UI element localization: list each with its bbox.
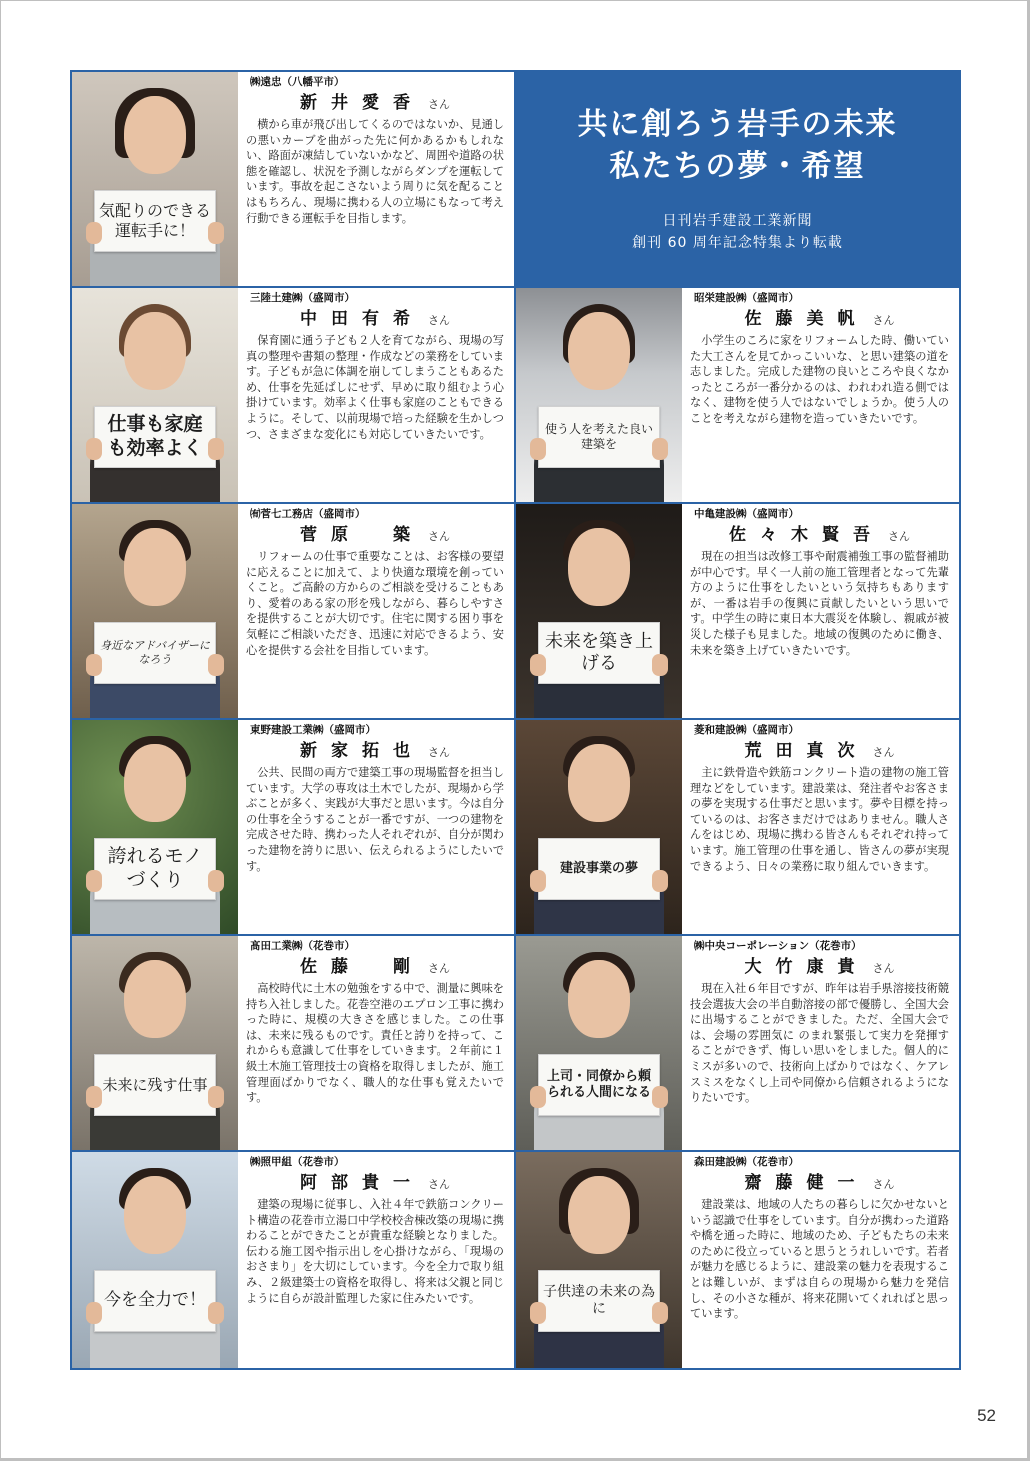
company-name: 東野建設工業㈱（盛岡市） — [250, 724, 376, 736]
profile-photo — [516, 936, 682, 1150]
profile-sign: 今を全力で！ — [94, 1270, 216, 1332]
person-name: 佐々木賢吾 — [729, 525, 884, 545]
profile-text: 建築の現場に従事し、入社４年で鉄筋コンクリート構造の花巻市立湯口中学校校舎棟改築の現場に携わることができたことが貴重な経験となりました。伝わる施工図や指示出しを心掛けながら、「現場のおさまり」を大切にしています。今を全力で取り組み、２級建築士の資格を取得し、将来は父親と同じように自らが設計監理した家に住みたいです。 — [246, 1198, 504, 1305]
company-name: 昭栄建設㈱（盛岡市） — [694, 292, 799, 304]
profile-photo — [72, 72, 238, 286]
banner-subtitle-line2: 創刊 60 周年記念特集より転載 — [632, 235, 843, 251]
profile-text: 現在入社６年目ですが、昨年は岩手県溶接技術競技会選抜大会の半自動溶接の部で優勝し、全国大会に出場することができました。ただ、全国大会では、会場の雰囲気に のまれ緊張して実力を発揮することができず、悔しい思いをしました。個人的にミスが多いので、技術向上ばかりではなく、ケアレスミスをなくし上司や同僚から信頼されるようになりたいです。 — [690, 982, 949, 1105]
person-name: 齋藤健一 — [744, 1173, 869, 1193]
person-name: 阿部貴一 — [300, 1173, 424, 1193]
honorific: さん — [872, 1178, 895, 1191]
profile-photo — [72, 504, 238, 718]
company-name: 髙田工業㈱（花巻市） — [250, 940, 355, 952]
person-name: 菅原 築 — [300, 525, 424, 545]
honorific: さん — [872, 746, 895, 759]
profile-photo — [516, 504, 682, 718]
honorific: さん — [872, 962, 895, 975]
profile-text: 横から車が飛び出してくるのではないか、見通しの悪いカーブを曲がった先に何かあるかもしれない、路面が凍結していないかなど、周囲や道路の状態を確認し、状況を予測しながらダンプを運転しています。事故を起こさないよう周りに気を配ることはもちろん、現場に携わる人の立場にもなって考え行動できる運転手を目指します。 — [246, 118, 504, 225]
person-name: 中田有希 — [300, 309, 424, 329]
profile-card — [516, 720, 959, 936]
profile-card — [72, 504, 516, 720]
profile-text: 現在の担当は改修工事や耐震補強工事の監督補助が中心です。早く一人前の施工管理者となって先輩方のように仕事をしたいという気持ちもありますが、一番は岩手の復興に貢献したいという思いです。中学生の時に東日本大震災を体験し、親戚が被災した様子も見ました。地域の復興のために働き、未来を築き上げていきたいです。 — [690, 550, 949, 657]
profile-text: 主に鉄骨造や鉄筋コンクリート造の建物の施工管理などをしています。建設業は、発注者やお客さまの夢を実現する仕事だと思います。夢や目標を持っているのは、お客さまだけではありません。職人さんをはじめ、現場に携わる皆さんもそれぞれ持っています。施工管理の仕事を通し、皆さんの夢が実現できるよう、日々の業務に取り組んでいきます。 — [690, 766, 949, 873]
profile-sign: 上司・同僚から頼られる人間になる — [538, 1054, 660, 1116]
profile-text: 高校時代に土木の勉強をする中で、測量に興味を持ち入社しました。花巻空港のエプロン工事に携わった時に、規模の大きさを感じました。この仕事は、未来に残るものです。責任と誇りを持って、これからも意識して仕事をしていきます。２年前に１級土木施工管理技士の資格を取得しましたが、施工管理面ばかりでなく、職人的な仕事も覚えたいです。 — [246, 982, 504, 1105]
company-name: 森田建設㈱（花巻市） — [694, 1156, 799, 1168]
profile-photo — [72, 936, 238, 1150]
profile-sign: 建設事業の夢 — [538, 838, 660, 900]
profile-photo — [72, 1152, 238, 1368]
profile-text: 保育園に通う子ども２人を育てながら、現場の写真の整理や書類の整理・作成などの業務をしています。子どもが急に体調を崩してしまうこともあるため、仕事を先延ばしにせず、早めに取り組むよう心掛けています。効率よく仕事も家庭のこともできるように。そして、以前現場で培った経験を生かしつつ、さまざまな変化にも対応していきたいです。 — [246, 334, 504, 441]
honorific: さん — [428, 98, 450, 111]
profile-grid — [70, 70, 961, 1370]
profile-card — [72, 72, 516, 288]
profile-sign: 身近なアドバイザーになろう — [94, 622, 216, 684]
profile-text: 建設業は、地域の人たちの暮らしに欠かせないという認識で仕事をしています。自分が携わった道路や橋を通った時に、地域のため、子どもたちの未来のために役立っていると思うとうれしいです。若者が魅力を感じるように、建設業の魅力を表現することは難しいが、まずは自らの現場から魅力を発信し、その小さな種が、将来花開いてくれればと思っています。 — [690, 1198, 949, 1321]
company-name: 三陸土建㈱（盛岡市） — [250, 292, 355, 304]
profile-card — [516, 504, 959, 720]
honorific: さん — [888, 530, 910, 543]
profile-text: 小学生のころに家をリフォームした時、働いていた大工さんを見てかっこいいな、と思い建築の道を志しました。完成した建物の良いところや良くなかったところが一番分かるのは、われわれ造る側ではなく、建物を使う人ではないでしょうか。使う人のことを考えながら建物を造っていきたいです。 — [690, 334, 949, 425]
banner-subtitle-line1: 日刊岩手建設工業新聞 — [662, 213, 813, 229]
title-banner — [516, 72, 959, 288]
company-name: ㈱遠忠（八幡平市） — [250, 76, 345, 88]
profile-photo — [516, 720, 682, 934]
profile-card — [516, 1152, 959, 1368]
company-name: ㈱中央コーポレーション（花巻市） — [694, 940, 862, 952]
honorific: さん — [428, 530, 450, 543]
profile-text: 公共、民間の両方で建築工事の現場監督を担当しています。大学の専攻は土木でしたが、現場から学ぶことが多く、実践が大事だと思います。今は自分の仕事を全うすることが一番ですが、一つの建物を完成させた時、携わった人それぞれが、自分が関わった建物を誇りに思い、伝えられるようにしたいです。 — [246, 766, 504, 873]
profile-sign: 子供達の未来の為に — [538, 1270, 660, 1332]
company-name: ㈱照甲組（花巻市） — [250, 1156, 345, 1168]
person-name: 荒田真次 — [744, 741, 869, 761]
profile-sign: 未来を築き上げる — [538, 622, 660, 684]
profile-card — [72, 720, 516, 936]
banner-title-line1: 共に創ろう岩手の未来 — [577, 107, 898, 142]
company-name: 中亀建設㈱（盛岡市） — [694, 508, 799, 520]
honorific: さん — [872, 314, 895, 327]
profile-card — [72, 1152, 516, 1368]
banner-title-line2: 私たちの夢・希望 — [609, 149, 866, 184]
profile-photo — [72, 720, 238, 934]
profile-photo — [72, 288, 238, 502]
profile-sign: 気配りのできる運転手に！ — [94, 190, 216, 252]
honorific: さん — [428, 746, 450, 759]
person-name: 新井愛香 — [300, 93, 424, 113]
company-name: ㈲菅七工務店（盛岡市） — [250, 508, 366, 520]
person-name: 大竹康貴 — [744, 957, 869, 977]
person-name: 佐藤美帆 — [744, 309, 869, 329]
honorific: さん — [428, 962, 450, 975]
page-number: 52 — [977, 1406, 996, 1425]
profile-photo — [516, 1152, 682, 1368]
company-name: 菱和建設㈱（盛岡市） — [694, 724, 799, 736]
profile-sign: 使う人を考えた良い建築を — [538, 406, 660, 468]
profile-card — [72, 936, 516, 1152]
profile-sign: 未来に残す仕事 — [94, 1054, 216, 1116]
honorific: さん — [428, 314, 450, 327]
profile-sign: 誇れるモノづくり — [94, 838, 216, 900]
profile-photo — [516, 288, 682, 502]
honorific: さん — [428, 1178, 450, 1191]
person-name: 佐藤 剛 — [300, 957, 424, 977]
profile-card — [516, 288, 959, 504]
person-name: 新家拓也 — [300, 741, 424, 761]
profile-card — [72, 288, 516, 504]
profile-sign: 仕事も家庭も効率よく — [94, 406, 216, 468]
profile-text: リフォームの仕事で重要なことは、お客様の要望に応えることに加えて、より快適な環境を創っていくこと。ご高齢の方からのご相談を受けることもあり、愛着のある家の形を残しながら、暮らしやすさを提供することが大切です。住宅に関する困り事を気軽にご相談いただき、迅速に対応できるよう、安心を提供する会社を目指しています。 — [246, 550, 504, 657]
profile-card — [516, 936, 959, 1152]
